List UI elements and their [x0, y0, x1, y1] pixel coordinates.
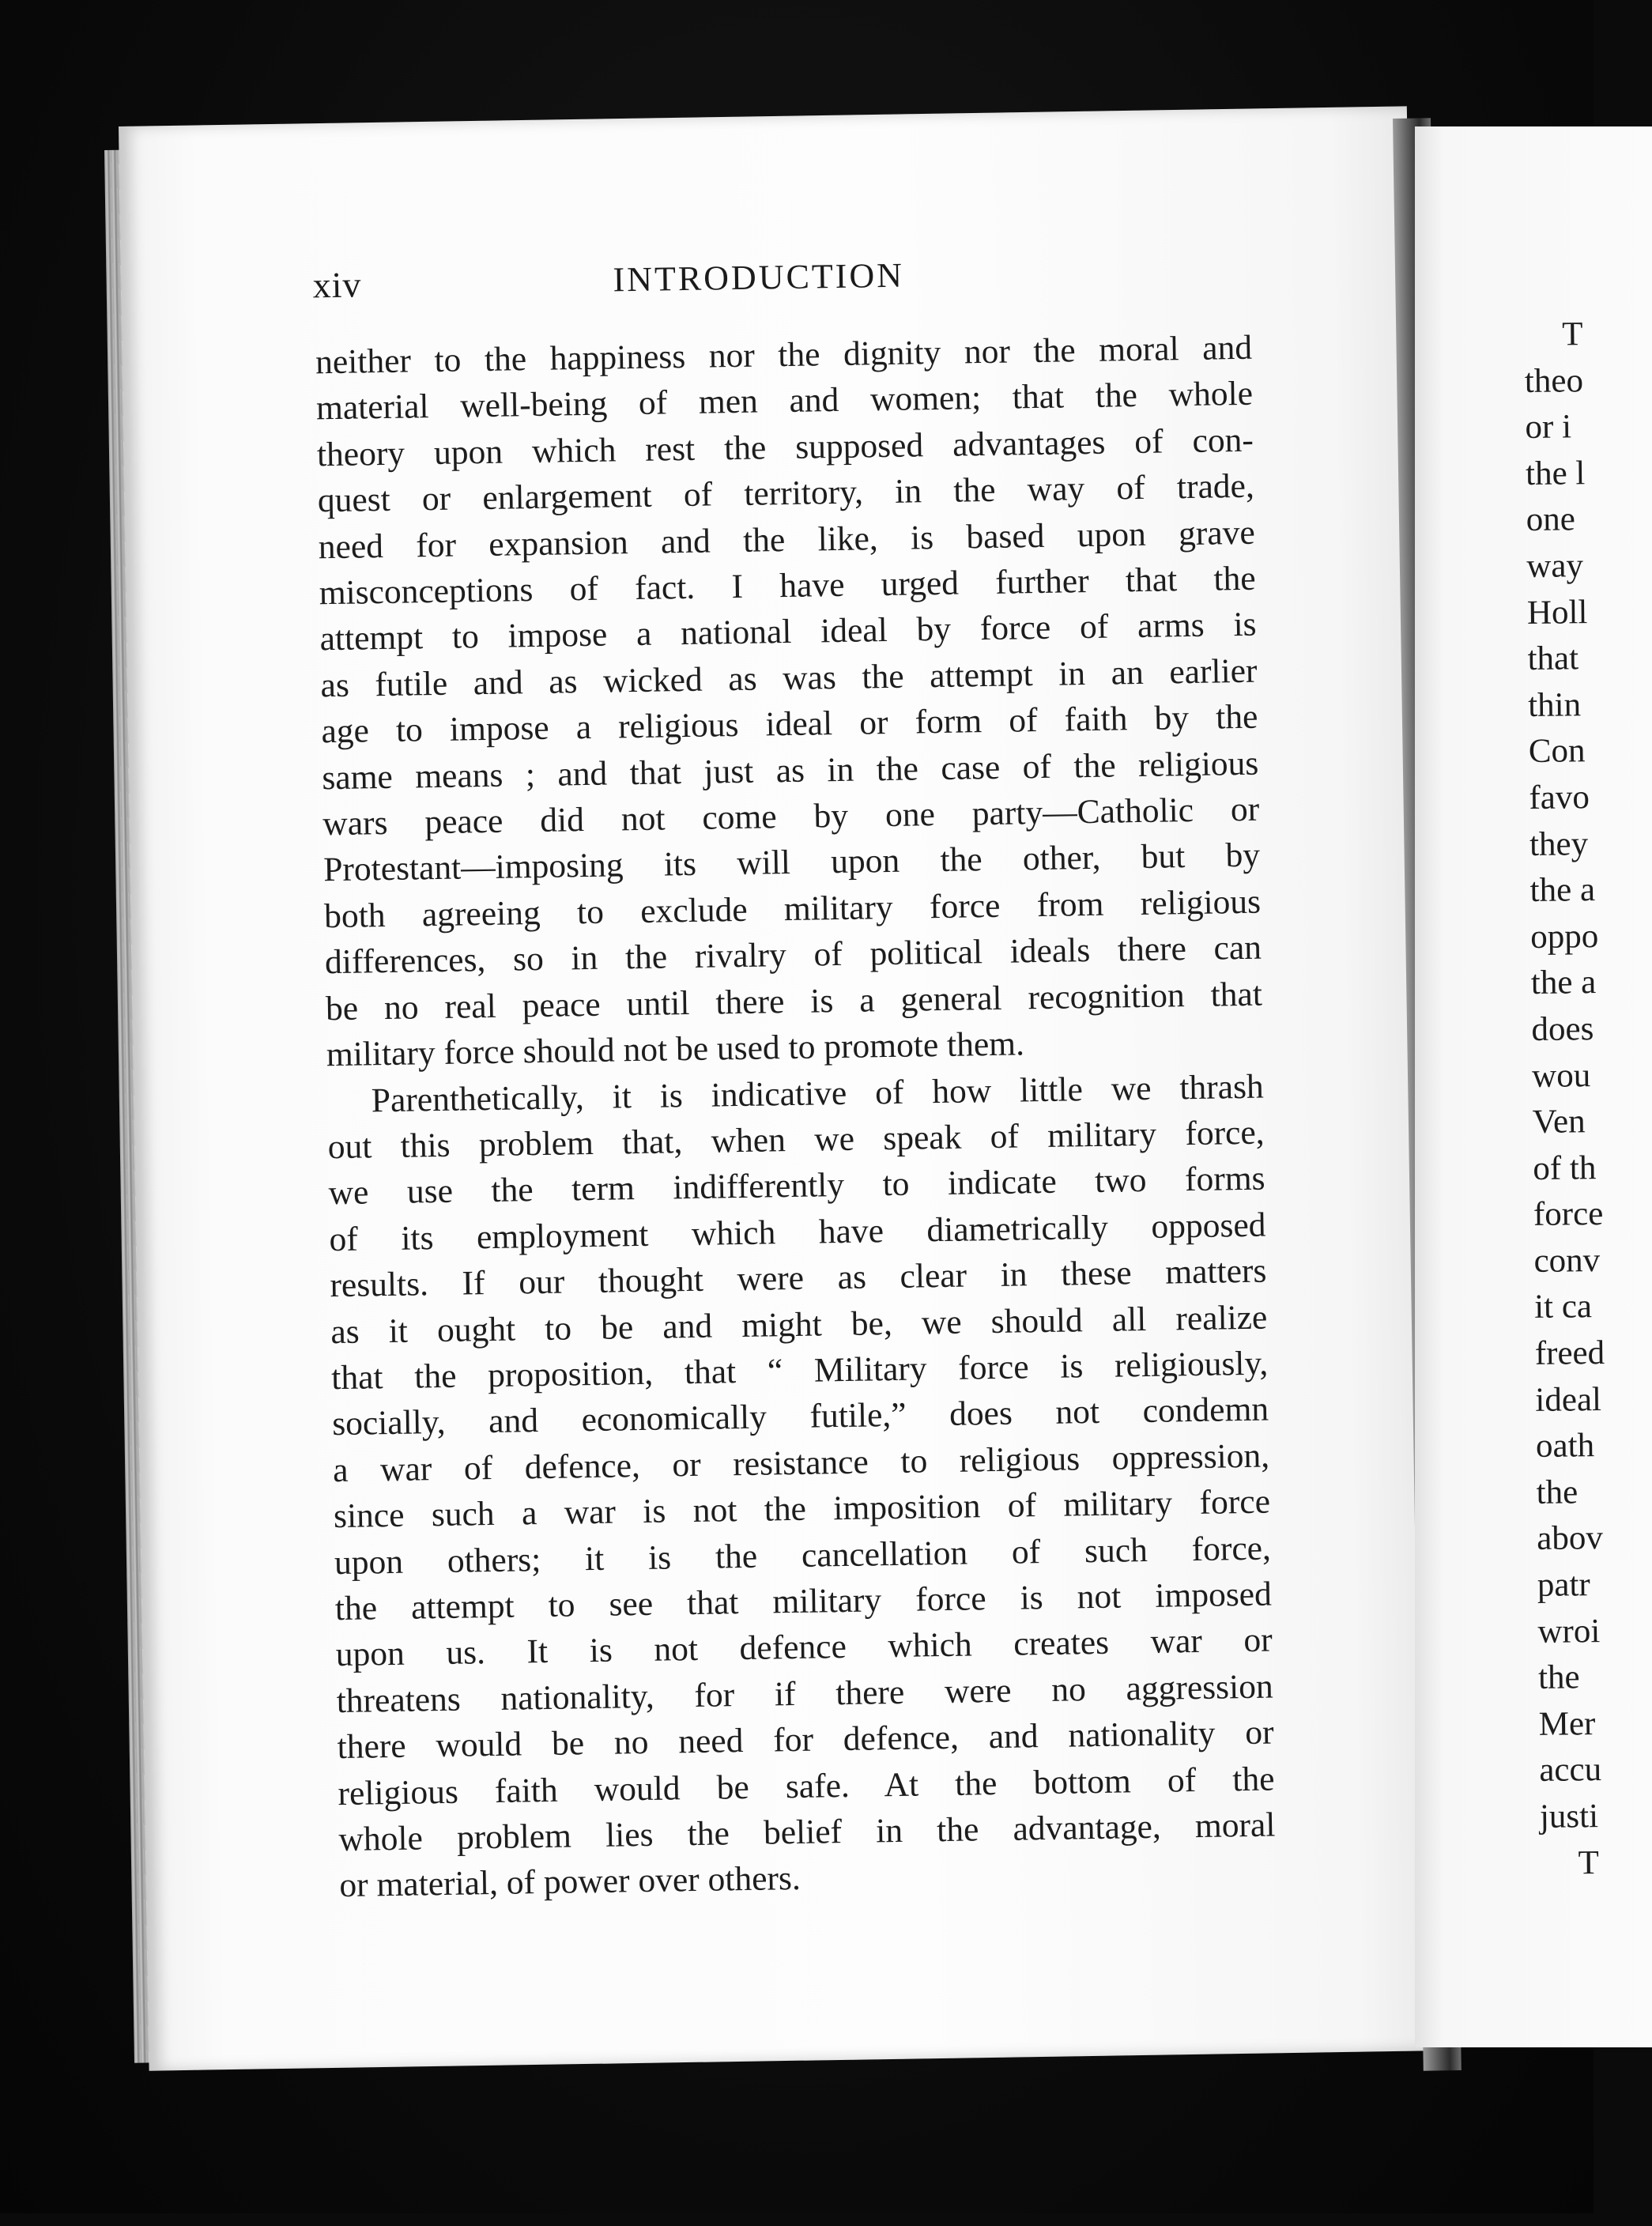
right-page-line: oath [1535, 1427, 1595, 1466]
right-page-line: Mer [1538, 1704, 1596, 1743]
running-head [312, 250, 1262, 312]
text-line: results. If our thought were as clear in these matters [330, 1251, 1267, 1305]
text-line: be no real peace until there is a general recognition that [325, 975, 1263, 1028]
right-page-line: oppo [1530, 917, 1599, 956]
right-page-line: accu [1539, 1751, 1602, 1790]
right-page-line: the a [1530, 964, 1597, 1002]
text-line: upon us. It is not defence which creates war or [335, 1620, 1273, 1674]
text-line: of its employment which have diametrically opposed [329, 1205, 1266, 1258]
text-line: same means ; and that just as in the case of the religious [322, 744, 1259, 797]
text-line: whole problem lies the belief in the advantage, moral [338, 1805, 1276, 1859]
text-line: both agreeing to exclude military force from religious [323, 882, 1262, 936]
text-line: need for expansion and the like, is based upon grave [318, 513, 1256, 566]
right-page-line: of th [1533, 1149, 1597, 1187]
running-head-title: INTRODUCTION [613, 255, 905, 300]
text-line: as futile and as wicked as was the attempt in an earlier [320, 651, 1258, 705]
right-page-line: abov [1537, 1519, 1604, 1558]
right-page-line: they [1529, 824, 1589, 863]
right-page-line: does [1531, 1010, 1594, 1048]
page-number: xiv [312, 264, 362, 306]
right-page-line: Holl [1526, 593, 1588, 632]
text-line: attempt to impose a national ideal by force of arms is [319, 606, 1257, 658]
right-page-line: force [1533, 1195, 1604, 1234]
text-line: differences, so in the rivalry of political ideals there can [324, 928, 1262, 982]
text-line: socially, and economically futile,” does not condemn [331, 1390, 1269, 1443]
right-page-line: Ven [1532, 1103, 1586, 1141]
right-page-line: T [1578, 1843, 1600, 1881]
text-line: age to impose a religious ideal or form of faith by the [321, 697, 1258, 751]
right-page-line: that [1527, 640, 1579, 678]
text-line: as it ought to be and might be, we should all realize [330, 1298, 1268, 1351]
text-line: religious faith would be safe. At the bottom of the [338, 1760, 1275, 1813]
right-page-line: thin [1527, 686, 1582, 724]
right-page-line: freed [1534, 1334, 1605, 1372]
text-line: a war of defence, or resistance to religious oppression, [332, 1436, 1270, 1489]
text-line: that the proposition, that “ Military force is religiously, [330, 1344, 1269, 1398]
text-line: there would be no need for defence, and nationality or [337, 1713, 1274, 1767]
right-page-line: one [1526, 500, 1576, 539]
text-line: quest or enlargement of territory, in the way of trade, [317, 466, 1255, 520]
body-text [315, 325, 1277, 1909]
text-line: we use the term indifferently to indicate two forms [328, 1159, 1265, 1213]
right-page-line: way [1526, 547, 1584, 585]
text-line: upon others; it is the cancellation of such force, [334, 1529, 1272, 1582]
right-page-line: wou [1531, 1056, 1591, 1095]
text-line: misconceptions of fact. I have urged further that the [319, 559, 1256, 613]
text-line: military force should not be used to promote them. [326, 1024, 1025, 1074]
right-page-line: justi [1539, 1798, 1599, 1836]
right-page-line: it ca [1533, 1288, 1593, 1326]
right-page-line: favo [1529, 779, 1590, 817]
text-line: material well-being of men and women; that the whole [315, 375, 1254, 428]
text-line: wars peace did not come by one party—Catholic or [322, 790, 1260, 843]
text-line: Protestant—imposing its will upon the other, but by [322, 836, 1261, 889]
paragraph-1 [315, 325, 1264, 1078]
right-page-line: theo [1524, 361, 1584, 400]
right-page-line: ideal [1535, 1380, 1602, 1419]
right-page-line: the l [1525, 454, 1586, 492]
right-page-line: or i [1525, 408, 1572, 447]
text-line: threatens nationality, for if there were no aggression [336, 1667, 1273, 1720]
paragraph-2 [326, 1063, 1276, 1909]
right-page-line: patr [1537, 1566, 1590, 1604]
text-line: neither to the happiness nor the dignity nor the moral and [315, 328, 1253, 382]
right-page-line: the a [1529, 871, 1596, 910]
text-line: or material, of power over others. [339, 1859, 801, 1905]
right-page-line: the [1537, 1658, 1580, 1697]
text-line: out this problem that, when we speak of military force, [327, 1113, 1265, 1167]
right-page-line: wroi [1537, 1612, 1601, 1651]
right-page-line: conv [1533, 1241, 1601, 1280]
text-line: Parenthetically, it is indicative of how little we thrash [371, 1067, 1265, 1119]
right-page-line: T [1562, 315, 1583, 353]
right-page-line: Con [1528, 732, 1586, 771]
text-line: the attempt to see that military force is not imposed [334, 1575, 1273, 1628]
right-page-line: the [1536, 1473, 1578, 1511]
text-line: since such a war is not the imposition of military force [333, 1482, 1271, 1536]
text-line: theory upon which rest the supposed advantages of con- [316, 421, 1254, 474]
